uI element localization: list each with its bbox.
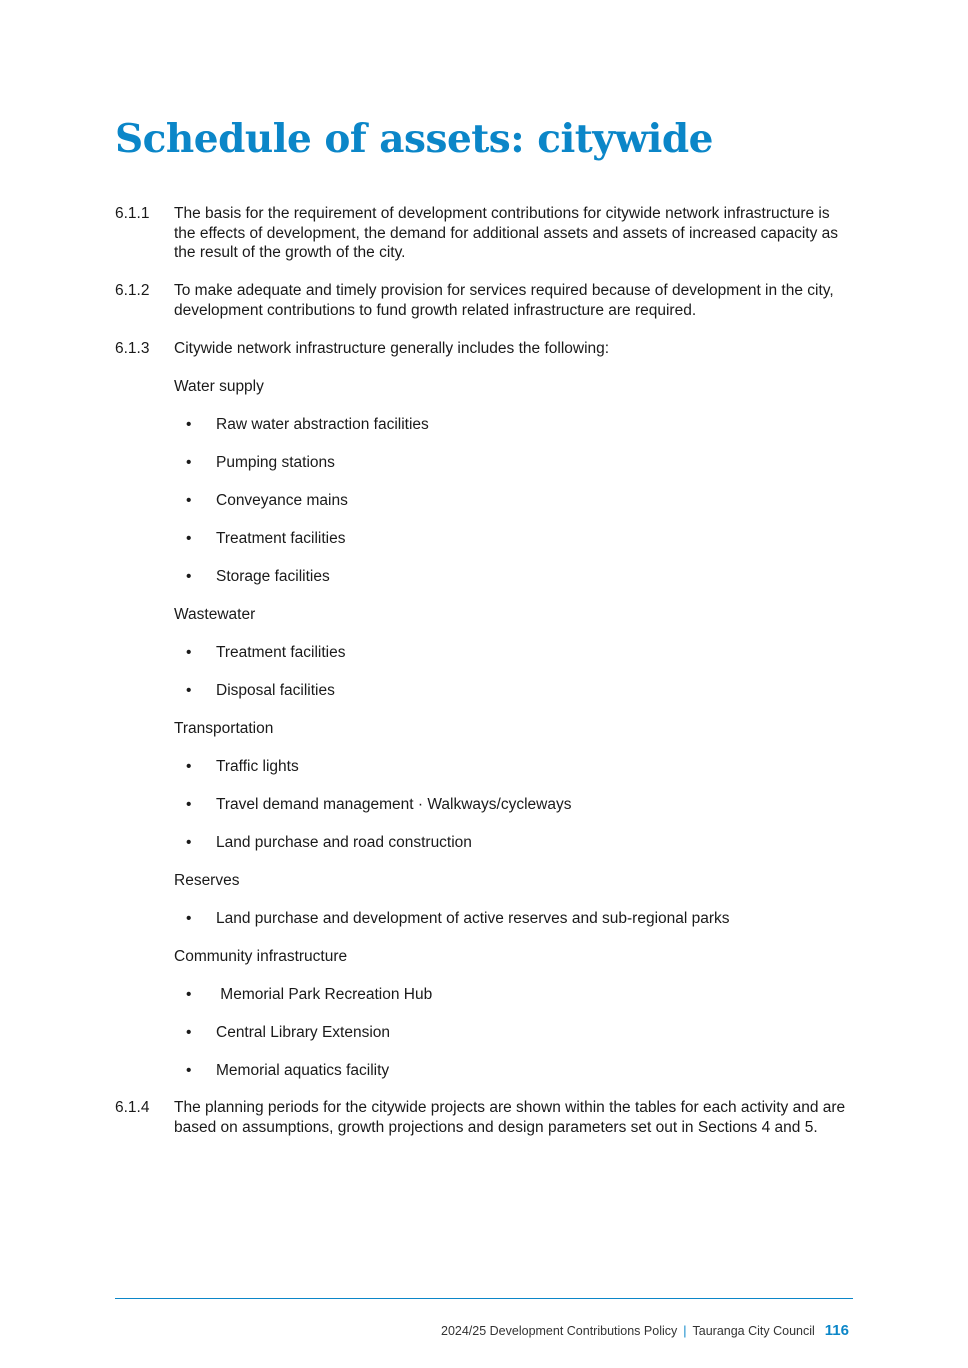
clause-text: The basis for the requirement of development contributions for citywide network infrastructure is the effects of development, the demand for additional assets and assets of increased capacity as the result of the growth of the city. (174, 205, 839, 261)
bullet-icon: • (186, 416, 192, 433)
clause-text: Citywide network infrastructure generally includes the following: (174, 340, 610, 357)
bullet-icon: • (186, 492, 192, 509)
clause-number: 6.1.4 (115, 1099, 150, 1116)
clause-6-1-3 (115, 339, 855, 359)
page-title: Schedule of assets: citywide (115, 116, 713, 162)
bullet-icon: • (186, 454, 192, 471)
footer-doc-title: 2024/25 Development Contributions Policy (441, 1324, 678, 1338)
clause-6-1-1 (115, 204, 855, 263)
clause-text: The planning periods for the citywide projects are shown within the tables for each activity and are based on assumptions, growth projections and design parameters set out in Sections 4 and 5. (174, 1099, 846, 1136)
clause-6-1-2 (115, 281, 855, 320)
footer-divider (115, 1298, 853, 1299)
group-heading-transportation: Transportation (174, 720, 274, 737)
group-heading-reserves: Reserves (174, 872, 240, 889)
clause-text: To make adequate and timely provision for services required because of development in the city, development contributions to fund growth related infrastructure are required. (174, 282, 834, 319)
bullet-icon: • (186, 644, 192, 661)
clause-number: 6.1.3 (115, 340, 150, 357)
page-footer (441, 1322, 849, 1339)
bullet-icon: • (186, 796, 192, 813)
footer-separator: | (683, 1324, 687, 1338)
bullet-icon: • (186, 834, 192, 851)
bullet-icon: • (186, 568, 192, 585)
clause-number: 6.1.1 (115, 205, 150, 222)
bullet-icon: • (186, 1024, 192, 1041)
bullet-icon: • (186, 986, 192, 1003)
bullet-icon: • (186, 1062, 192, 1079)
clause-number: 6.1.2 (115, 282, 150, 299)
bullet-icon: • (186, 530, 192, 547)
bullet-icon: • (186, 682, 192, 699)
group-heading-wastewater: Wastewater (174, 606, 256, 623)
group-heading-community-infrastructure: Community infrastructure (174, 948, 348, 965)
footer-org: Tauranga City Council (692, 1324, 815, 1338)
bullet-icon: • (186, 758, 192, 775)
group-heading-water-supply: Water supply (174, 378, 264, 395)
page-number: 116 (824, 1322, 849, 1339)
bullet-icon: • (186, 910, 192, 927)
clause-6-1-4 (115, 1098, 855, 1137)
